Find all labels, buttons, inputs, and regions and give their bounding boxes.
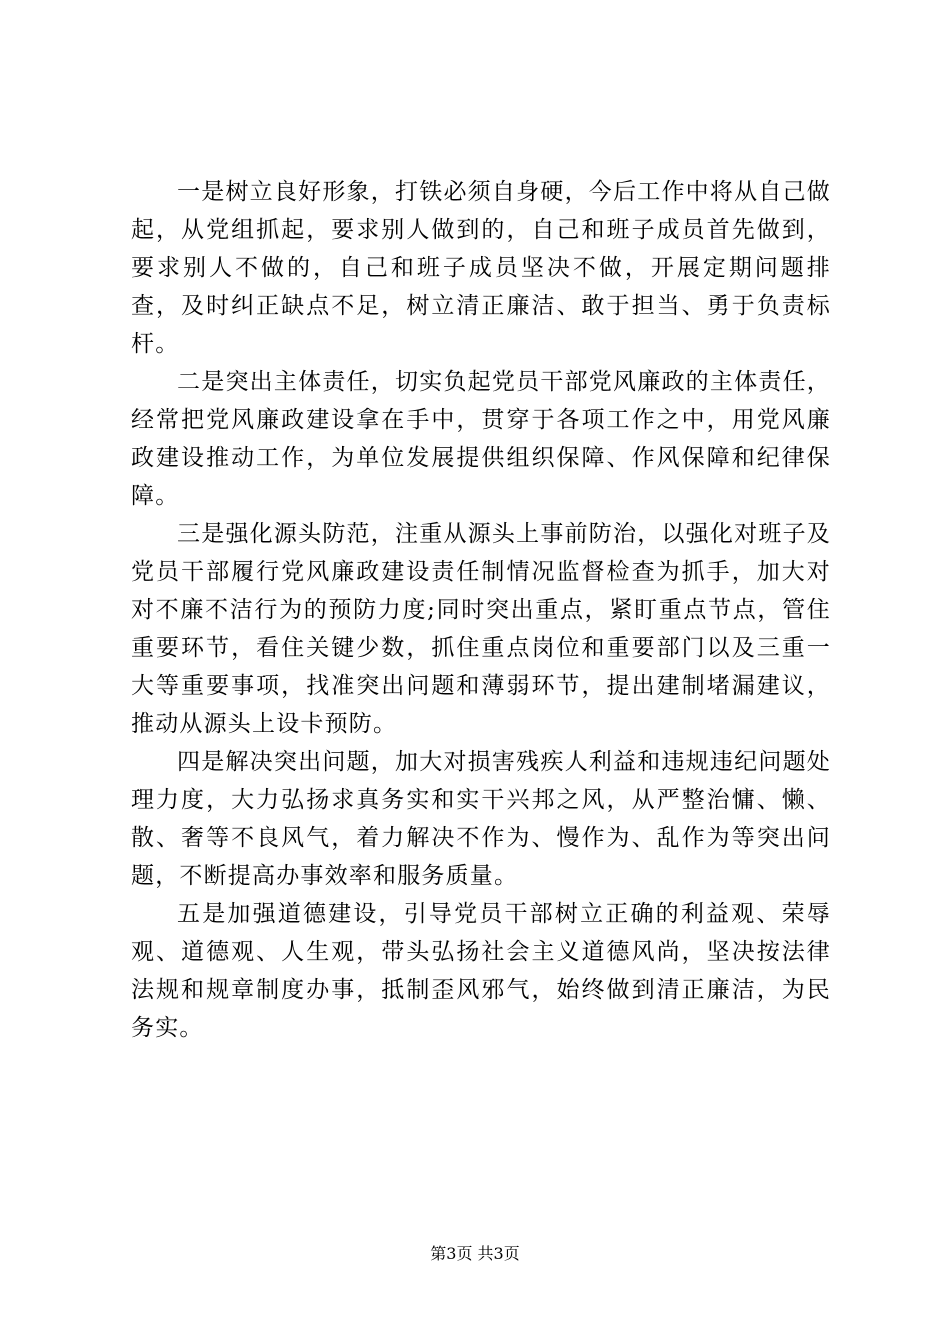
- page-number-footer: 第3页 共3页: [430, 1244, 520, 1263]
- document-body: [131, 173, 831, 1047]
- paragraph-2: 二是突出主体责任，切实负起党员干部党风廉政的主体责任，经常把党风廉政建设拿在手中，贯穿于各项工作之中，用党风廉政建设推动工作，为单位发展提供组织保障、作风保障和纪律保障。: [131, 369, 831, 509]
- paragraph-1: 一是树立良好形象，打铁必须自身硬，今后工作中将从自己做起，从党组抓起，要求别人做到的，自己和班子成员首先做到，要求别人不做的，自己和班子成员坚决不做，开展定期问题排查，及时纠正缺点不足，树立清正廉洁、敢于担当、勇于负责标杆。: [131, 179, 831, 357]
- paragraph-4: 四是解决突出问题，加大对损害残疾人利益和违规违纪问题处理力度，大力弘扬求真务实和实干兴邦之风，从严整治慵、懒、散、奢等不良风气，着力解决不作为、慢作为、乱作为等突出问题，不断提高办事效率和服务质量。: [131, 749, 831, 889]
- paragraph-5: 五是加强道德建设，引导党员干部树立正确的利益观、荣辱观、道德观、人生观，带头弘扬社会主义道德风尚，坚决按法律法规和规章制度办事，抵制歪风邪气，始终做到清正廉洁，为民务实。: [131, 901, 831, 1041]
- paragraph-3: 三是强化源头防范，注重从源头上事前防治，以强化对班子及党员干部履行党风廉政建设责任制情况监督检查为抓手，加大对对不廉不洁行为的预防力度;同时突出重点，紧盯重点节点，管住重要环节，看住关键少数，抓住重点岗位和重要部门以及三重一大等重要事项，找准突出问题和薄弱环节，提出建制堵漏建议，推动从源头上设卡预防。: [131, 521, 831, 737]
